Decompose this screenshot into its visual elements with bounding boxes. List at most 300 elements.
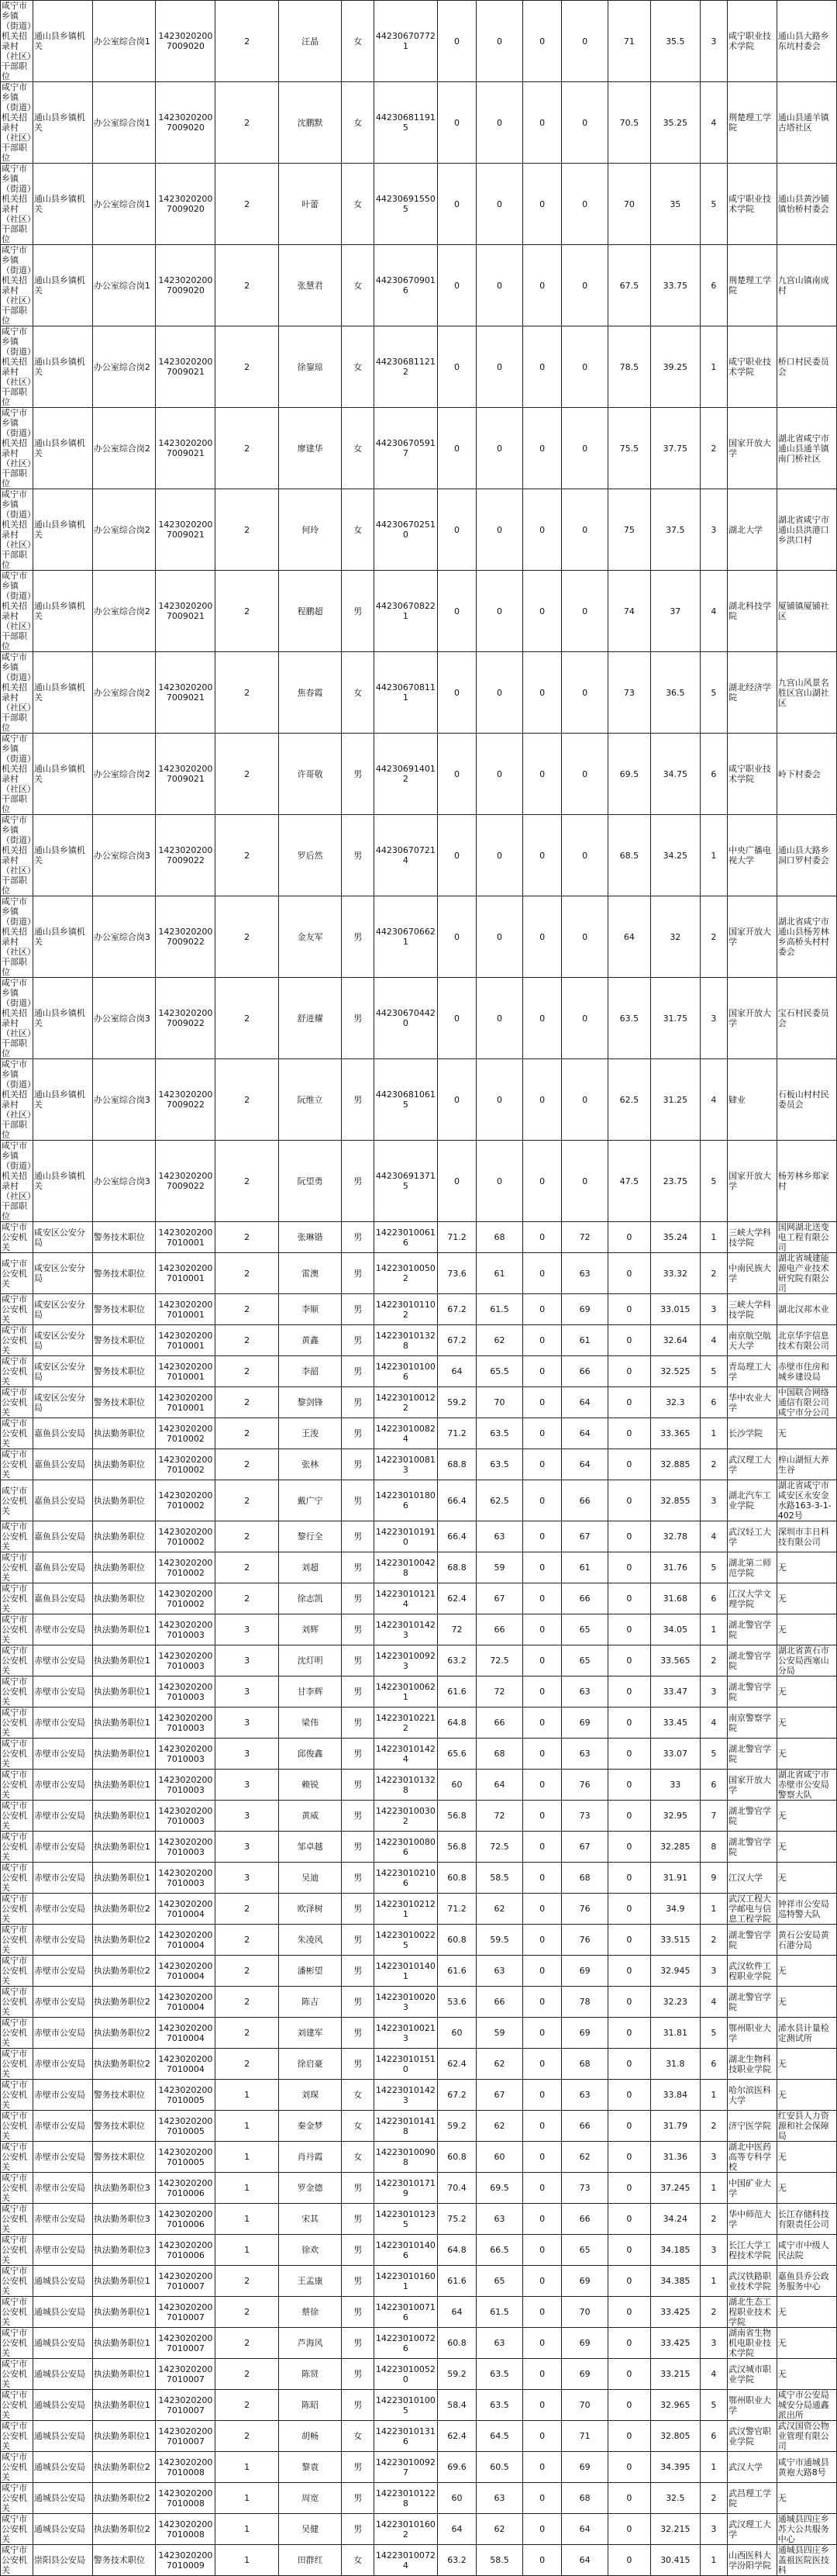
table-row — [1, 1418, 837, 1449]
cell-gender: 男 — [342, 1253, 374, 1294]
cell-position-name: 执法勤务职位2 — [92, 2452, 155, 2483]
cell-position-name: 执法勤务职位 — [92, 1449, 155, 1480]
cell-xingce-score: 64 — [437, 2297, 477, 2328]
cell-position-code: 14230202007010007 — [156, 2328, 215, 2359]
cell-job-category: 咸宁市公安机关 — [1, 1253, 33, 1294]
cell-hire-count: 3 — [215, 1801, 278, 1832]
cell-hire-count: 2 — [215, 326, 278, 408]
cell-work-unit: 深圳市丰日科技有限公司 — [777, 1521, 836, 1552]
cell-gender: 男 — [342, 1480, 374, 1521]
cell-police-score: 70 — [562, 2297, 608, 2328]
cell-recruiting-unit: 赤壁市公安局 — [33, 1770, 92, 1801]
cell-position-name: 执法勤务职位1 — [92, 2328, 155, 2359]
cell-school: 湖北大学 — [727, 489, 777, 571]
cell-comprehensive-score: 70 — [608, 164, 650, 245]
cell-total-score: 33.215 — [650, 2359, 700, 2390]
cell-comprehensive-score: 0 — [608, 1614, 650, 1645]
cell-specialty-score: 0 — [522, 1956, 562, 1987]
cell-xingce-score: 0 — [437, 1141, 477, 1222]
cell-police-score: 69 — [562, 2359, 608, 2390]
table-row — [1, 2328, 837, 2359]
cell-rank: 3 — [700, 2328, 727, 2359]
cell-hire-count: 2 — [215, 1325, 278, 1356]
cell-comprehensive-score: 64 — [608, 896, 650, 978]
cell-xingce-score: 62.4 — [437, 1583, 477, 1614]
cell-recruiting-unit: 通城县公安局 — [33, 2452, 92, 2483]
cell-school: 济宁医学院 — [727, 2111, 777, 2142]
cell-shenlun-score: 0 — [477, 408, 522, 489]
cell-xingce-score: 60.8 — [437, 2142, 477, 2173]
cell-school: 南京警察学院 — [727, 1708, 777, 1739]
cell-comprehensive-score: 0 — [608, 2049, 650, 2080]
cell-hire-count: 1 — [215, 2514, 278, 2545]
cell-police-score: 61 — [562, 1325, 608, 1356]
cell-police-score: 0 — [562, 815, 608, 896]
cell-job-category: 咸宁市公安机关 — [1, 1325, 33, 1356]
cell-hire-count: 3 — [215, 1645, 278, 1676]
table-row — [1, 1739, 837, 1770]
cell-total-score: 30.415 — [650, 2545, 700, 2576]
cell-work-unit: 国网湖北送变电工程有限公司 — [777, 1222, 836, 1253]
table-row — [1, 245, 837, 326]
cell-shenlun-score: 64 — [477, 1770, 522, 1801]
cell-position-name: 办公室综合岗2 — [92, 326, 155, 408]
cell-gender: 女 — [342, 408, 374, 489]
cell-hire-count: 2 — [215, 1521, 278, 1552]
cell-shenlun-score: 0 — [477, 326, 522, 408]
cell-candidate-name: 赖锐 — [278, 1770, 341, 1801]
cell-recruiting-unit: 嘉鱼县公安局 — [33, 1449, 92, 1480]
table-row — [1, 2204, 837, 2235]
cell-school: 武汉工程大学邮电与信息工程学院 — [727, 1894, 777, 1925]
cell-comprehensive-score: 75 — [608, 489, 650, 571]
cell-job-category: 咸宁市公安机关 — [1, 2514, 33, 2545]
cell-shenlun-score: 63.5 — [477, 1418, 522, 1449]
cell-comprehensive-score: 0 — [608, 2173, 650, 2204]
cell-school: 武汉轻工大学 — [727, 1521, 777, 1552]
table-row — [1, 1645, 837, 1676]
cell-work-unit: 无 — [777, 1583, 836, 1614]
table-row — [1, 2049, 837, 2080]
cell-position-name: 执法勤务职位1 — [92, 1863, 155, 1894]
cell-gender: 男 — [342, 1583, 374, 1614]
cell-position-code: 14230202007010004 — [156, 1925, 215, 1956]
cell-gender: 男 — [342, 571, 374, 652]
cell-police-score: 0 — [562, 978, 608, 1059]
cell-exam-number: 442306707721 — [374, 1, 437, 82]
table-row — [1, 978, 837, 1059]
cell-gender: 男 — [342, 2328, 374, 2359]
cell-work-unit: 无 — [777, 1614, 836, 1645]
cell-xingce-score: 68.8 — [437, 1552, 477, 1583]
cell-school: 湖北中医药高等专科学校 — [727, 2142, 777, 2173]
cell-police-score: 61 — [562, 1552, 608, 1583]
cell-rank: 4 — [700, 82, 727, 164]
cell-recruiting-unit: 咸安区公安分局 — [33, 1325, 92, 1356]
cell-police-score: 64 — [562, 2545, 608, 2576]
cell-work-unit: 无 — [777, 2080, 836, 2111]
cell-candidate-name: 李顺 — [278, 1294, 341, 1325]
cell-rank: 2 — [700, 2204, 727, 2235]
cell-police-score: 0 — [562, 408, 608, 489]
table-row — [1, 652, 837, 734]
cell-shenlun-score: 72 — [477, 1676, 522, 1708]
cell-shenlun-score: 67 — [477, 2080, 522, 2111]
cell-shenlun-score: 72.5 — [477, 1832, 522, 1863]
cell-total-score: 32.64 — [650, 1325, 700, 1356]
cell-total-score: 34.24 — [650, 2204, 700, 2235]
cell-hire-count: 2 — [215, 2421, 278, 2452]
cell-total-score: 34.25 — [650, 815, 700, 896]
cell-position-name: 执法勤务职位3 — [92, 2173, 155, 2204]
cell-exam-number: 142230100203 — [374, 1987, 437, 2018]
cell-specialty-score: 0 — [522, 1863, 562, 1894]
cell-recruiting-unit: 咸安区公安分局 — [33, 1356, 92, 1387]
cell-rank: 1 — [700, 2545, 727, 2576]
cell-exam-number: 142230101102 — [374, 1294, 437, 1325]
cell-position-name: 警务技术职位 — [92, 1325, 155, 1356]
cell-shenlun-score: 58.5 — [477, 2545, 522, 2576]
cell-total-score: 33.32 — [650, 1253, 700, 1294]
cell-job-category: 咸宁市公安机关 — [1, 2328, 33, 2359]
table-row — [1, 2080, 837, 2111]
cell-rank: 1 — [700, 2266, 727, 2297]
cell-shenlun-score: 0 — [477, 652, 522, 734]
cell-specialty-score: 0 — [522, 1925, 562, 1956]
cell-job-category: 咸宁市公安机关 — [1, 1987, 33, 2018]
cell-position-code: 14230202007010006 — [156, 2173, 215, 2204]
cell-position-name: 执法勤务职位 — [92, 1583, 155, 1614]
cell-work-unit: 咸宁市通城县黄袍大路8号 — [777, 2452, 836, 2483]
cell-gender: 男 — [342, 2173, 374, 2204]
cell-exam-number: 142230101005 — [374, 2390, 437, 2421]
cell-total-score: 31.36 — [650, 2142, 700, 2173]
cell-work-unit: 无 — [777, 1739, 836, 1770]
cell-total-score: 31.81 — [650, 2018, 700, 2049]
cell-recruiting-unit: 嘉鱼县公安局 — [33, 1552, 92, 1583]
cell-xingce-score: 67.2 — [437, 1294, 477, 1325]
cell-job-category: 咸宁市公安机关 — [1, 1894, 33, 1925]
cell-position-code: 14230202007010001 — [156, 1222, 215, 1253]
cell-school: 荆楚理工学院 — [727, 245, 777, 326]
cell-gender: 女 — [342, 652, 374, 734]
cell-police-score: 68 — [562, 2049, 608, 2080]
cell-position-code: 14230202007010001 — [156, 1387, 215, 1418]
cell-comprehensive-score: 0 — [608, 2266, 650, 2297]
cell-work-unit: 湖北省黄石市公安局西塞山分局 — [777, 1645, 836, 1676]
cell-specialty-score: 0 — [522, 1387, 562, 1418]
cell-shenlun-score: 61 — [477, 1253, 522, 1294]
cell-candidate-name: 何玲 — [278, 489, 341, 571]
cell-specialty-score: 0 — [522, 2421, 562, 2452]
cell-position-code: 14230202007009021 — [156, 734, 215, 815]
cell-position-code: 14230202007010005 — [156, 2142, 215, 2173]
cell-specialty-score: 0 — [522, 1708, 562, 1739]
cell-comprehensive-score: 75.5 — [608, 408, 650, 489]
cell-police-score: 0 — [562, 245, 608, 326]
cell-work-unit: 桥口村民委员会 — [777, 326, 836, 408]
cell-specialty-score: 0 — [522, 1222, 562, 1253]
cell-recruiting-unit: 通山县乡镇机关 — [33, 164, 92, 245]
cell-gender: 男 — [342, 1614, 374, 1645]
cell-position-code: 14230202007010001 — [156, 1356, 215, 1387]
cell-position-code: 14230202007009020 — [156, 164, 215, 245]
cell-comprehensive-score: 62.5 — [608, 1059, 650, 1141]
cell-total-score: 33.75 — [650, 245, 700, 326]
cell-position-name: 执法勤务职位1 — [92, 1739, 155, 1770]
cell-hire-count: 2 — [215, 1294, 278, 1325]
cell-work-unit: 红安县人力资源和社会保障局 — [777, 2111, 836, 2142]
cell-comprehensive-score: 63.5 — [608, 978, 650, 1059]
table-row — [1, 489, 837, 571]
cell-gender: 女 — [342, 164, 374, 245]
cell-specialty-score: 0 — [522, 2173, 562, 2204]
cell-position-code: 14230202007010004 — [156, 1894, 215, 1925]
cell-job-category: 咸宁市公安机关 — [1, 1801, 33, 1832]
cell-police-score: 69 — [562, 2018, 608, 2049]
cell-comprehensive-score: 73 — [608, 652, 650, 734]
cell-exam-number: 142230101328 — [374, 1325, 437, 1356]
cell-candidate-name: 梁伟 — [278, 1708, 341, 1739]
cell-position-code: 14230202007009022 — [156, 815, 215, 896]
cell-school: 江汉大学 — [727, 1863, 777, 1894]
cell-comprehensive-score: 69.5 — [608, 734, 650, 815]
cell-police-score: 72 — [562, 1222, 608, 1253]
cell-position-code: 14230202007009020 — [156, 245, 215, 326]
cell-candidate-name: 叶蕾 — [278, 164, 341, 245]
cell-job-category: 咸宁市乡镇（街道）机关招录村（社区）干部职位 — [2, 815, 32, 896]
cell-comprehensive-score: 0 — [608, 1418, 650, 1449]
cell-gender: 男 — [342, 978, 374, 1059]
cell-recruiting-unit: 通山县乡镇机关 — [33, 408, 92, 489]
cell-hire-count: 2 — [215, 734, 278, 815]
cell-shenlun-score: 72 — [477, 1801, 522, 1832]
cell-rank: 7 — [700, 1801, 727, 1832]
cell-exam-number: 142230101006 — [374, 1356, 437, 1387]
cell-xingce-score: 65.6 — [437, 1739, 477, 1770]
cell-exam-number: 442306708221 — [374, 571, 437, 652]
cell-shenlun-score: 66 — [477, 1987, 522, 2018]
cell-comprehensive-score: 0 — [608, 1645, 650, 1676]
cell-exam-number: 142230100923 — [374, 1645, 437, 1676]
cell-specialty-score: 0 — [522, 2359, 562, 2390]
cell-candidate-name: 胡畅 — [278, 2421, 341, 2452]
cell-hire-count: 1 — [215, 2452, 278, 2483]
cell-school: 中南民族大学 — [727, 1253, 777, 1294]
cell-xingce-score: 67.2 — [437, 2080, 477, 2111]
cell-police-score: 65 — [562, 2235, 608, 2266]
cell-recruiting-unit: 赤壁市公安局 — [33, 1987, 92, 2018]
cell-candidate-name: 朱凌风 — [278, 1925, 341, 1956]
cell-candidate-name: 吴健 — [278, 2514, 341, 2545]
cell-candidate-name: 李韶 — [278, 1356, 341, 1387]
cell-specialty-score: 0 — [522, 82, 562, 164]
cell-recruiting-unit: 通山县乡镇机关 — [33, 489, 92, 571]
cell-rank: 5 — [700, 1356, 727, 1387]
cell-position-code: 14230202007010004 — [156, 1987, 215, 2018]
cell-shenlun-score: 66 — [477, 1708, 522, 1739]
cell-comprehensive-score: 0 — [608, 1832, 650, 1863]
cell-police-score: 76 — [562, 1925, 608, 1956]
cell-gender: 男 — [342, 1294, 374, 1325]
cell-job-category: 咸宁市公安机关 — [1, 1770, 33, 1801]
cell-school: 湖北第二师范学院 — [727, 1552, 777, 1583]
cell-shenlun-score: 62 — [477, 1894, 522, 1925]
cell-comprehensive-score: 0 — [608, 1480, 650, 1521]
cell-xingce-score: 0 — [437, 1, 477, 82]
cell-gender: 男 — [342, 2483, 374, 2514]
cell-recruiting-unit: 通城县公安局 — [33, 2421, 92, 2452]
cell-xingce-score: 60 — [437, 2018, 477, 2049]
cell-work-unit: 宝石村民委员会 — [777, 978, 836, 1059]
cell-gender: 男 — [342, 1801, 374, 1832]
cell-candidate-name: 汪晶 — [278, 1, 341, 82]
cell-comprehensive-score: 78.5 — [608, 326, 650, 408]
cell-position-name: 办公室综合岗1 — [92, 245, 155, 326]
cell-hire-count: 2 — [215, 1552, 278, 1583]
cell-rank: 9 — [700, 1863, 727, 1894]
cell-comprehensive-score: 0 — [608, 1708, 650, 1739]
cell-position-name: 警务技术职位 — [92, 2080, 155, 2111]
table-row — [1, 1480, 837, 1521]
cell-police-score: 67 — [562, 1521, 608, 1552]
cell-rank: 4 — [700, 2359, 727, 2390]
table-row — [1, 1583, 837, 1614]
cell-shenlun-score: 68 — [477, 1222, 522, 1253]
cell-job-category: 咸宁市公安机关 — [1, 2111, 33, 2142]
cell-job-category: 咸宁市公安机关 — [1, 2235, 33, 2266]
cell-work-unit: 武汉国资公物业管理有限公司 — [777, 2421, 836, 2452]
cell-work-unit: 通山县黄沙铺镇怡桥村委会 — [777, 164, 836, 245]
cell-specialty-score: 0 — [522, 1480, 562, 1521]
cell-shenlun-score: 60.5 — [477, 2452, 522, 2483]
cell-position-code: 14230202007010003 — [156, 1770, 215, 1801]
cell-hire-count: 2 — [215, 1925, 278, 1956]
cell-position-name: 办公室综合岗1 — [92, 82, 155, 164]
cell-police-score: 71 — [562, 2421, 608, 2452]
cell-exam-number: 142230101910 — [374, 1521, 437, 1552]
cell-specialty-score: 0 — [522, 2390, 562, 2421]
cell-school: 湖北生态工程职业技术学院 — [727, 2297, 777, 2328]
cell-work-unit: 无 — [777, 1418, 836, 1449]
cell-xingce-score: 59.2 — [437, 2111, 477, 2142]
cell-job-category: 咸宁市公安机关 — [1, 2545, 33, 2576]
cell-candidate-name: 徐启豪 — [278, 2049, 341, 2080]
cell-candidate-name: 金友军 — [278, 896, 341, 978]
table-row — [1, 2545, 837, 2576]
cell-rank: 2 — [700, 408, 727, 489]
cell-total-score: 35.25 — [650, 82, 700, 164]
cell-hire-count: 1 — [215, 2111, 278, 2142]
cell-position-code: 14230202007009021 — [156, 571, 215, 652]
cell-xingce-score: 71.2 — [437, 1894, 477, 1925]
cell-xingce-score: 73.6 — [437, 1253, 477, 1294]
cell-candidate-name: 邱俊鑫 — [278, 1739, 341, 1770]
cell-gender: 男 — [342, 1956, 374, 1987]
cell-exam-number: 442306704420 — [374, 978, 437, 1059]
cell-rank: 3 — [700, 1, 727, 82]
cell-specialty-score: 0 — [522, 1059, 562, 1141]
cell-position-code: 14230202007010007 — [156, 2421, 215, 2452]
cell-total-score: 32.285 — [650, 1832, 700, 1863]
cell-gender: 男 — [342, 1141, 374, 1222]
cell-xingce-score: 60.8 — [437, 2328, 477, 2359]
cell-hire-count: 2 — [215, 82, 278, 164]
cell-school: 湖北科技学院 — [727, 571, 777, 652]
cell-position-name: 办公室综合岗2 — [92, 652, 155, 734]
cell-rank: 4 — [700, 1325, 727, 1356]
cell-hire-count: 3 — [215, 1739, 278, 1770]
cell-work-unit: 石板山村村民委员会 — [777, 1059, 836, 1141]
cell-school: 湖南省生物机电职业技术学院 — [727, 2328, 777, 2359]
table-row — [1, 2235, 837, 2266]
cell-comprehensive-score: 0 — [608, 1894, 650, 1925]
cell-candidate-name: 罗后然 — [278, 815, 341, 896]
cell-position-code: 14230202007010003 — [156, 1645, 215, 1676]
cell-hire-count: 3 — [215, 1770, 278, 1801]
cell-police-score: 66 — [562, 1356, 608, 1387]
cell-shenlun-score: 62 — [477, 2514, 522, 2545]
cell-candidate-name: 黎袁 — [278, 2452, 341, 2483]
cell-position-name: 办公室综合岗2 — [92, 734, 155, 815]
cell-job-category: 咸宁市乡镇（街道）机关招录村（社区）干部职位 — [2, 734, 32, 814]
cell-position-name: 执法勤务职位1 — [92, 2266, 155, 2297]
cell-xingce-score: 60 — [437, 2483, 477, 2514]
cell-school: 中央广播电视大学 — [727, 815, 777, 896]
cell-police-score: 68 — [562, 2483, 608, 2514]
cell-work-unit: 湖北省咸宁市通山县杨芳林乡高桥头村村委会 — [777, 896, 836, 978]
cell-candidate-name: 陈吉 — [278, 1987, 341, 2018]
cell-position-code: 14230202007010001 — [156, 1325, 215, 1356]
cell-job-category: 咸宁市乡镇（街道）机关招录村（社区）干部职位 — [2, 245, 32, 326]
cell-xingce-score: 59.2 — [437, 2359, 477, 2390]
cell-total-score: 31.79 — [650, 2111, 700, 2142]
cell-position-name: 执法勤务职位1 — [92, 1770, 155, 1801]
cell-total-score: 35.24 — [650, 1222, 700, 1253]
cell-exam-number: 142230102106 — [374, 1863, 437, 1894]
cell-position-code: 14230202007010008 — [156, 2483, 215, 2514]
cell-work-unit: 杨芳林乡郑家村 — [777, 1141, 836, 1222]
cell-job-category: 咸宁市乡镇（街道）机关招录村（社区）干部职位 — [2, 164, 32, 244]
cell-total-score: 32.3 — [650, 1387, 700, 1418]
cell-hire-count: 2 — [215, 2049, 278, 2080]
cell-exam-number: 142230102121 — [374, 1894, 437, 1925]
cell-shenlun-score: 59 — [477, 1552, 522, 1583]
cell-exam-number: 442306707214 — [374, 815, 437, 896]
cell-gender: 男 — [342, 2235, 374, 2266]
cell-position-name: 执法勤务职位 — [92, 1552, 155, 1583]
table-row — [1, 1801, 837, 1832]
cell-rank: 6 — [700, 2421, 727, 2452]
table-row — [1, 2266, 837, 2297]
cell-shenlun-score: 0 — [477, 571, 522, 652]
cell-job-category: 咸宁市公安机关 — [1, 1645, 33, 1676]
cell-candidate-name: 秦金梦 — [278, 2111, 341, 2142]
cell-hire-count: 2 — [215, 1141, 278, 1222]
cell-candidate-name: 欧泽树 — [278, 1894, 341, 1925]
cell-hire-count: 3 — [215, 1832, 278, 1863]
cell-position-name: 办公室综合岗3 — [92, 815, 155, 896]
cell-total-score: 33.84 — [650, 2080, 700, 2111]
cell-police-score: 69 — [562, 2328, 608, 2359]
cell-school: 湖北警官学院 — [727, 1987, 777, 2018]
cell-school: 国家开放大学 — [727, 896, 777, 978]
cell-position-name: 办公室综合岗3 — [92, 896, 155, 978]
table-body — [1, 1, 837, 2576]
table-row — [1, 1253, 837, 1294]
cell-comprehensive-score: 0 — [608, 1676, 650, 1708]
cell-position-code: 14230202007010004 — [156, 2049, 215, 2080]
